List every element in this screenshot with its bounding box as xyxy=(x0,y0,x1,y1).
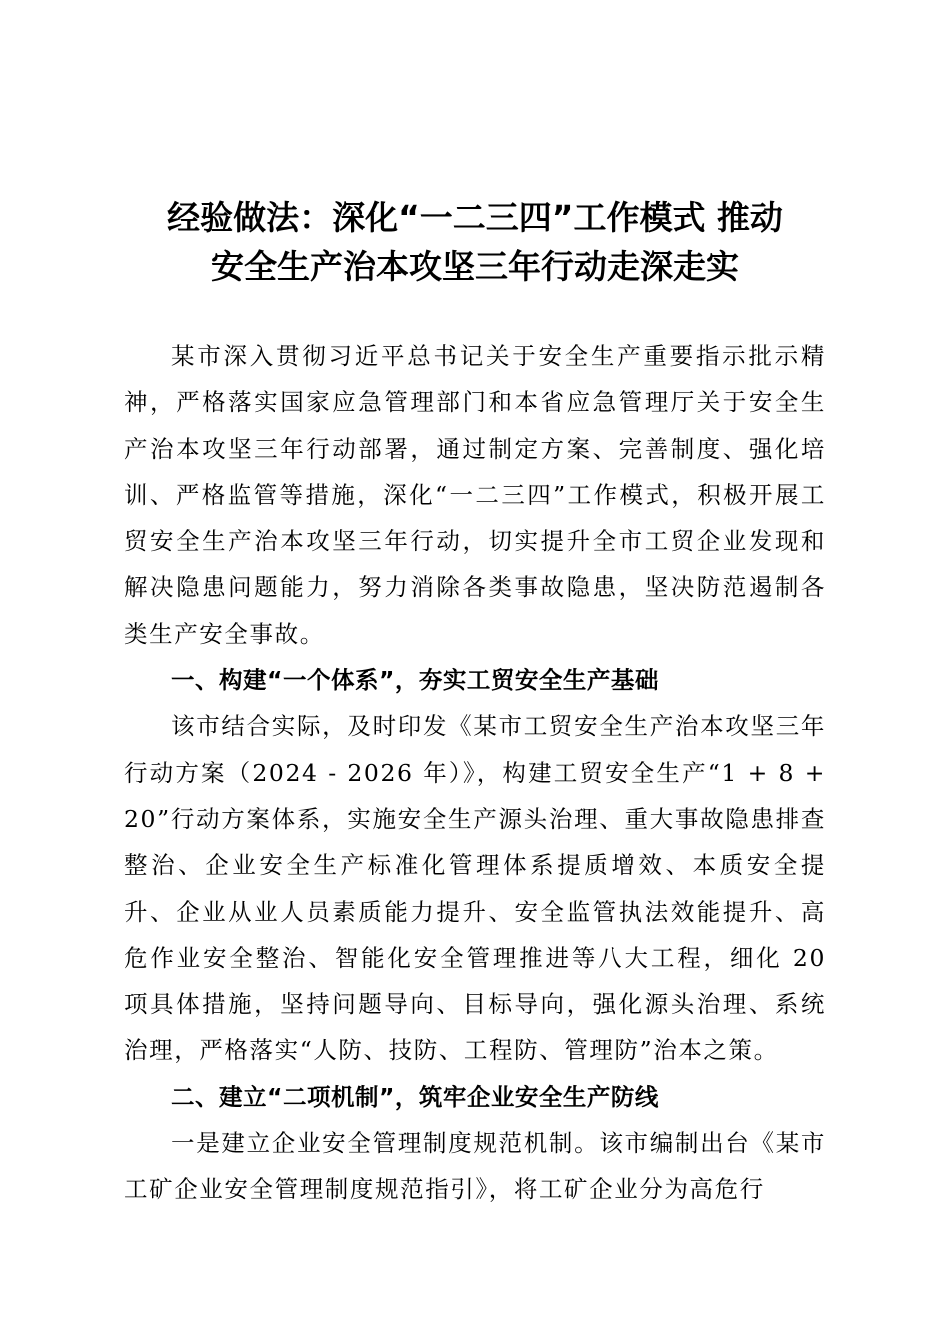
document-body xyxy=(124,333,826,1213)
document-title xyxy=(100,193,850,291)
section-1-heading: 一、构建“一个体系”，夯实工贸安全生产基础 xyxy=(171,666,659,695)
intro-paragraph: 某市深入贯彻习近平总书记关于安全生产重要指示批示精神，严格落实国家应急管理部门和本省应急管理厅关于安全生产治本攻坚三年行动部署，通过制定方案、完善制度、强化培训、严格监管等措施，深化“一二三四”工作模式，积极开展工贸安全生产治本攻坚三年行动，切实提升全市工贸企业发现和解决隐患问题能力，努力消除各类事故隐患，坚决防范遏制各类生产安全事故。 xyxy=(124,342,826,648)
title-line-2: 安全生产治本攻坚三年行动走深走实 xyxy=(211,247,739,286)
section-2-paragraph: 一是建立企业安全管理制度规范机制。该市编制出台《某市工矿企业安全管理制度规范指引》，将工矿企业分为高危行 xyxy=(124,1129,826,1204)
title-line-1: 经验做法：深化“一二三四”工作模式 推动 xyxy=(167,198,783,237)
section-1-paragraph: 该市结合实际，及时印发《某市工贸安全生产治本攻坚三年行动方案（2024 - 2026 年）》，构建工贸安全生产“1 + 8 + 20”行动方案体系，实施安全生产源头治理、重大事故隐患排查整治、企业安全生产标准化管理体系提质增效、本质安全提升、企业从业人员素质能力提升、安全监管执法效能提升、高危作业安全整治、智能化安全管理推进等八大工程，细化 20 项具体措施，坚持问题导向、目标导向，强化源头治理、系统治理，严格落实“人防、技防、工程防、管理防”治本之策。 xyxy=(124,712,826,1065)
section-2-heading: 二、建立“二项机制”，筑牢企业安全生产防线 xyxy=(171,1082,659,1111)
